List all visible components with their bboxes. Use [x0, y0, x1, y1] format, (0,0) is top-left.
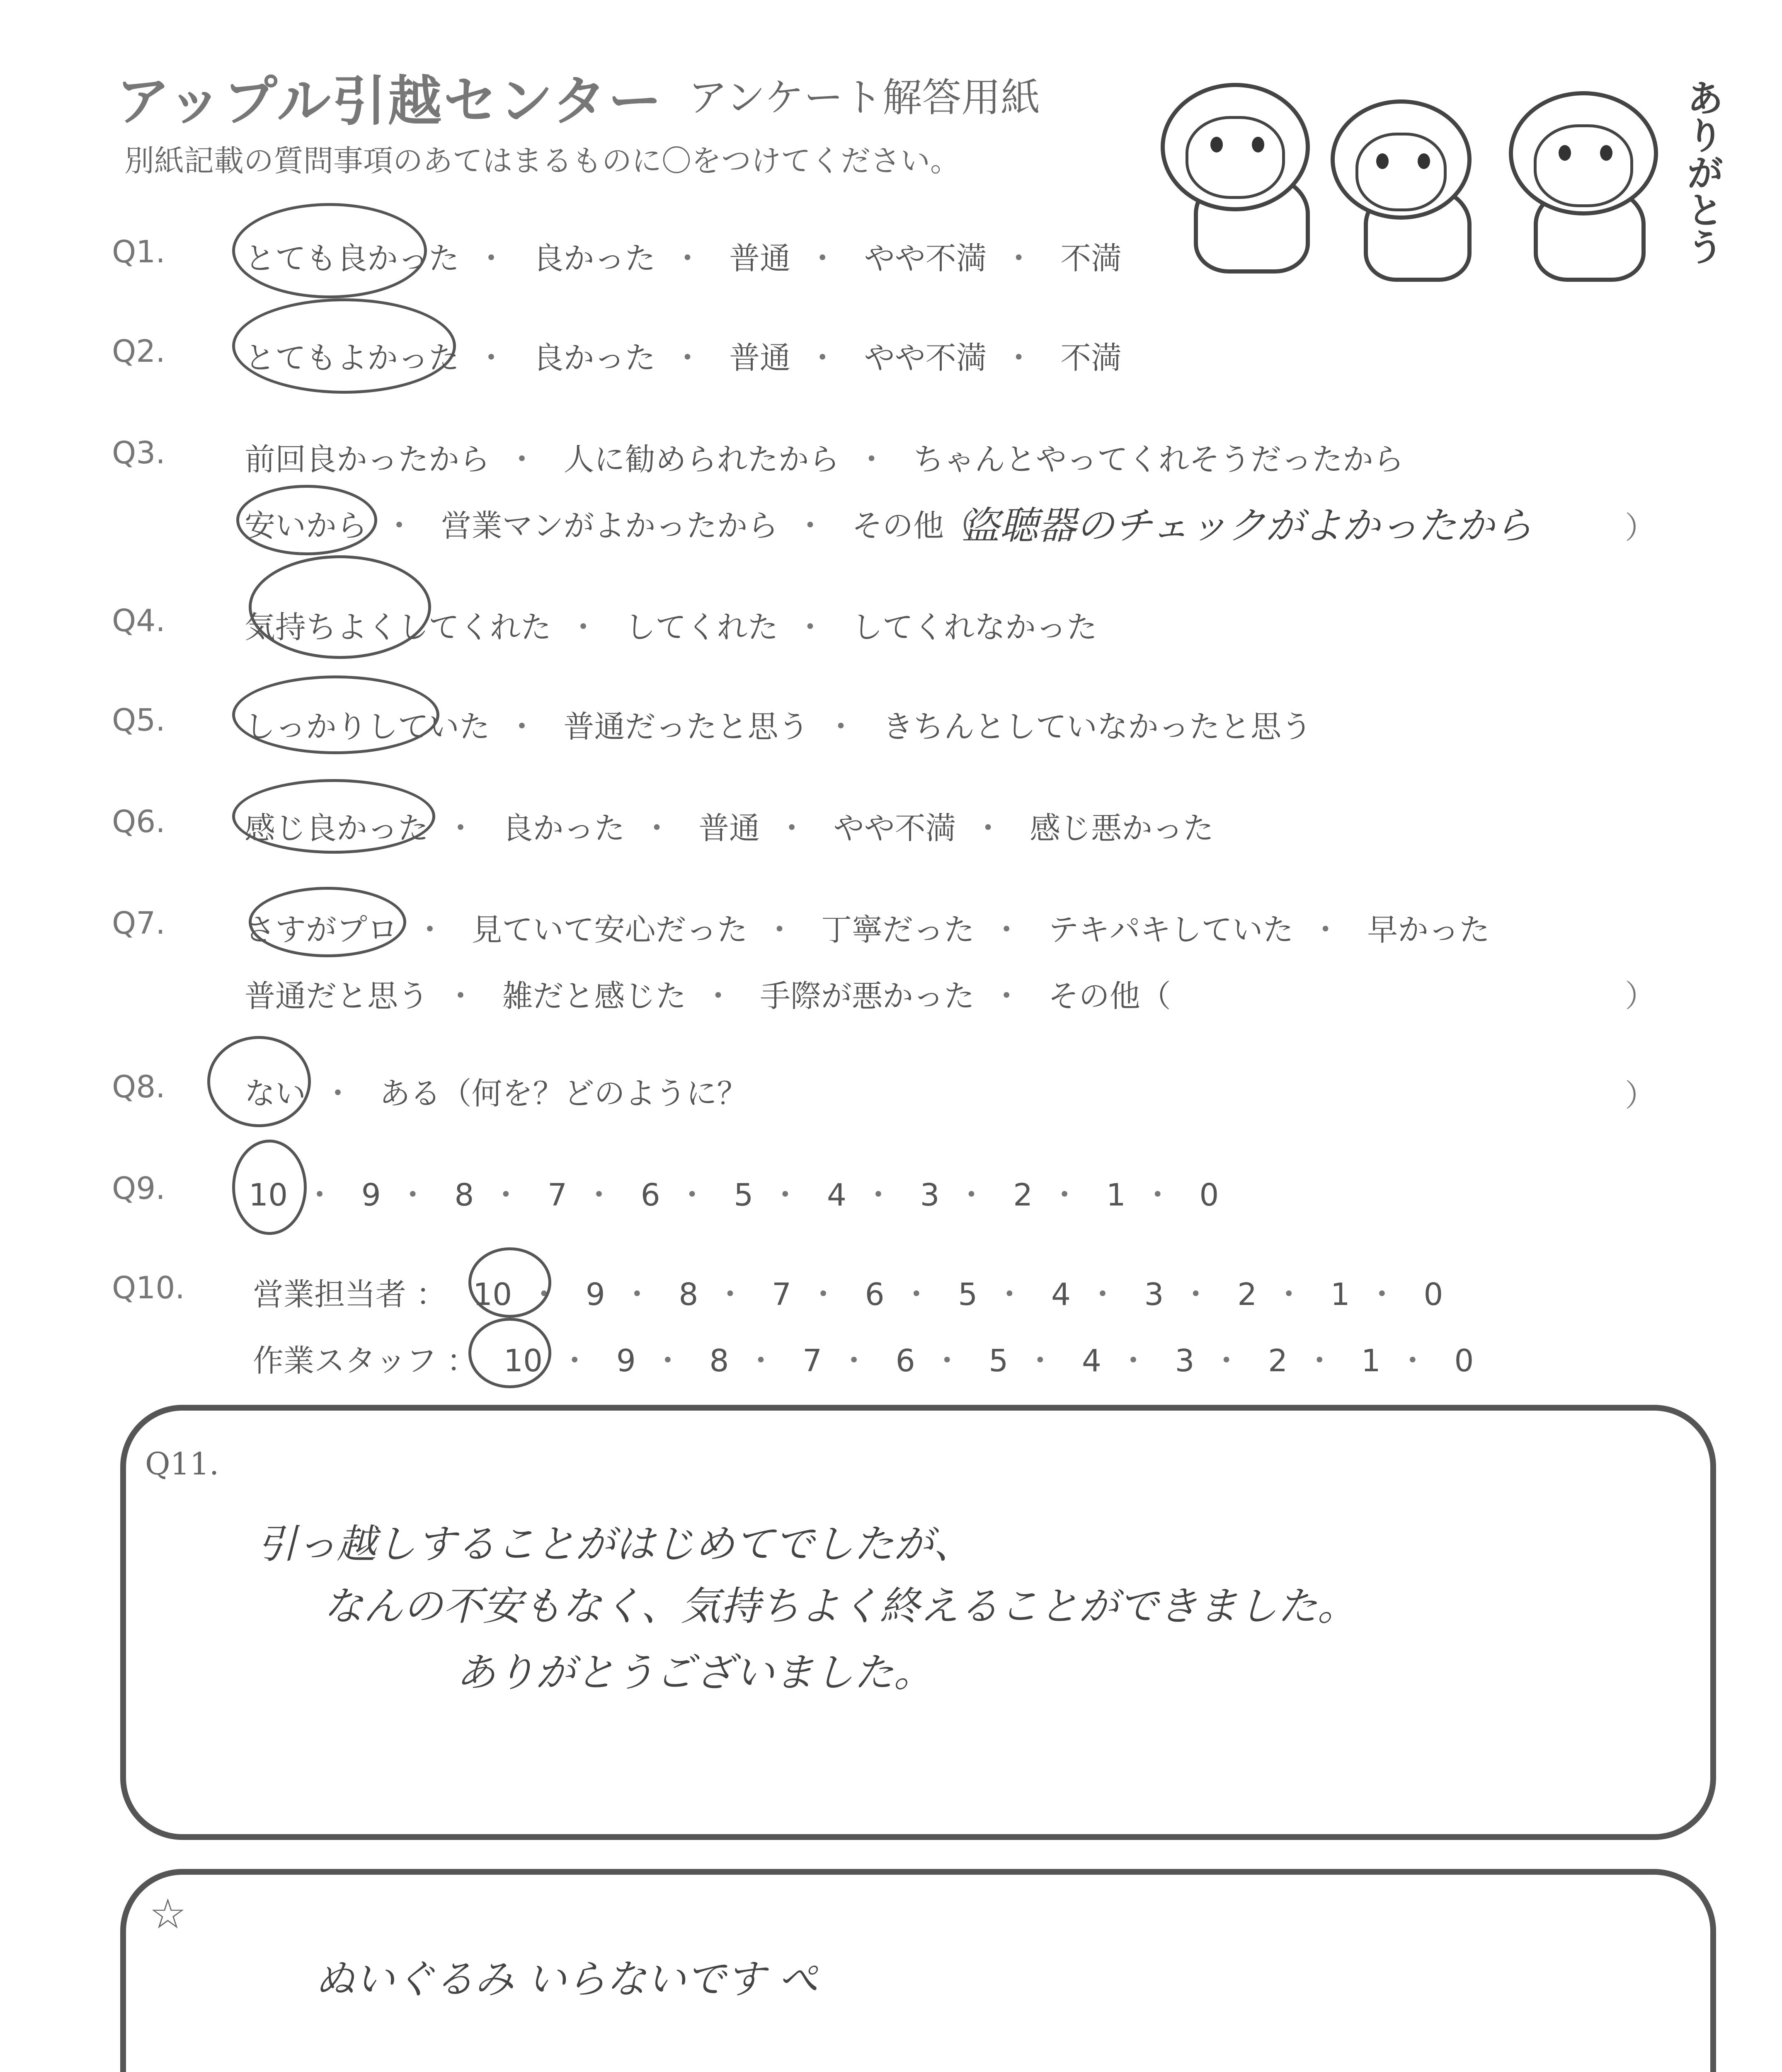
q5-option[interactable]: しっかりしていた [245, 709, 490, 745]
q6-option[interactable]: 感じ悪かった [1030, 811, 1214, 846]
q10-scale-value[interactable]: 0 [1423, 1277, 1443, 1312]
q3-option[interactable]: 営業マンがよかったから [441, 508, 778, 544]
q3-option[interactable]: 前回良かったから [245, 442, 490, 477]
q2-selection-circle [232, 298, 456, 394]
q4-option[interactable]: 気持ちよくしてくれた [245, 610, 551, 645]
q2-option[interactable]: やや不満 [864, 340, 987, 376]
q11-label: Q11. [145, 1446, 219, 1482]
page-subtitle: アンケート解答用紙 [688, 75, 1040, 121]
q7-options-line1: さすがプロ ・ 見ていて安心だった ・ 丁寧だった ・ テキパキしていた ・ 早かった [245, 912, 1490, 948]
q5-options: しっかりしていた ・ 普通だったと思う ・ きちんとしていなかったと思う [245, 709, 1312, 745]
star-handwritten-text: ぬいぐるみ いらないです ぺ [315, 1956, 818, 2002]
q9-scale-value[interactable]: 6 [640, 1177, 660, 1213]
q3-option[interactable]: ちゃんとやってくれそうだったから [913, 442, 1404, 477]
q2-option[interactable]: 普通 [729, 340, 791, 376]
q10-row-name: 営業担当者 [253, 1277, 406, 1312]
q10-scale-value[interactable]: 1 [1361, 1343, 1381, 1379]
q8-options: ない ・ ある（何を？どのように？ [245, 1076, 748, 1111]
q10-scale-value[interactable]: 5 [958, 1277, 978, 1312]
q1-option[interactable]: 不満 [1060, 241, 1122, 276]
q8-label: Q8. [112, 1069, 165, 1105]
q7-option[interactable]: テキパキしていた [1048, 912, 1294, 948]
q10-scale-value[interactable]: 2 [1268, 1343, 1288, 1379]
q6-label: Q6. [112, 804, 165, 840]
q9-scale-value[interactable]: 2 [1013, 1177, 1033, 1213]
q5-selection-circle [232, 675, 439, 754]
q10-scale-value[interactable]: 7 [772, 1277, 792, 1312]
q9-scale-value[interactable]: 9 [361, 1177, 381, 1213]
q11-handwritten-line: 引っ越しすることがはじめてでしたが、 [257, 1521, 973, 1567]
q3-option-other[interactable]: その他（ [852, 508, 975, 544]
q3-options-line1: 前回良かったから ・ 人に勧められたから ・ ちゃんとやってくれそうだったから [245, 442, 1404, 477]
q10-scale-value[interactable]: 1 [1330, 1277, 1350, 1312]
q8-option[interactable]: ある（何を？どのように？ [379, 1076, 748, 1111]
q10-scale-value[interactable]: 3 [1175, 1343, 1195, 1379]
q1-options: とても良かった ・ 良かった ・ 普通 ・ やや不満 ・ 不満 [245, 241, 1122, 276]
q10-scale-value[interactable]: 2 [1237, 1277, 1257, 1312]
q10-scale-value[interactable]: 0 [1454, 1343, 1474, 1379]
q7-option[interactable]: 普通だと思う [245, 978, 429, 1014]
q9-scale-value[interactable]: 10 [249, 1177, 288, 1213]
q7-option[interactable]: さすがプロ [245, 912, 398, 948]
q5-label: Q5. [112, 702, 165, 738]
q2-option[interactable]: 良かった [533, 340, 656, 376]
q10-row-sales: 営業担当者 ： 10 ・ 9 ・ 8 ・ 7 ・ 6 ・ 5 ・ 4 ・ 3 ・ 2 ・ 1 ・ 0 [253, 1277, 1443, 1312]
q3-option[interactable]: 安いから [245, 508, 367, 544]
q4-options: 気持ちよくしてくれた ・ してくれた ・ してくれなかった [245, 610, 1098, 645]
q8-option[interactable]: ない [245, 1076, 306, 1111]
q3-label: Q3. [112, 435, 165, 471]
q1-option[interactable]: とても良かった [245, 241, 459, 276]
q7-selection-circle [249, 887, 406, 957]
q11-handwritten-line: ありがとうございました。 [456, 1649, 933, 1696]
q3-option[interactable]: 人に勧められたから [563, 442, 840, 477]
q1-option[interactable]: 良かった [533, 241, 656, 276]
q1-selection-circle [232, 203, 427, 298]
q7-option[interactable]: 見ていて安心だった [471, 912, 748, 948]
q7-option[interactable]: 手際が悪かった [760, 978, 975, 1014]
q3-close-paren: ） [1625, 510, 1656, 546]
q10-scale-value[interactable]: 7 [803, 1343, 822, 1379]
q9-scale-value[interactable]: 5 [734, 1177, 754, 1213]
q10-scale-value[interactable]: 3 [1144, 1277, 1164, 1312]
q10-scale-value[interactable]: 4 [1081, 1343, 1101, 1379]
q8-selection-circle [207, 1036, 311, 1127]
q6-option[interactable]: やや不満 [833, 811, 956, 846]
q1-label: Q1. [112, 234, 165, 270]
q9-scale-value[interactable]: 4 [827, 1177, 846, 1213]
q4-option[interactable]: してくれた [625, 610, 778, 645]
q10-staff-selection-circle [468, 1318, 551, 1388]
instruction-text: 別紙記載の質問事項のあてはまるものに〇をつけてください。 [124, 143, 960, 178]
q10-scale-value[interactable]: 6 [895, 1343, 915, 1379]
q1-option[interactable]: やや不満 [864, 241, 987, 276]
q7-option[interactable]: 丁寧だった [821, 912, 975, 948]
q8-close-paren: ） [1625, 1078, 1656, 1113]
q3-options-line2: 安いから ・ 営業マンがよかったから ・ その他（ [245, 508, 975, 544]
q2-label: Q2. [112, 334, 165, 369]
q10-scale-value[interactable]: 8 [679, 1277, 698, 1312]
q2-options: とてもよかった ・ 良かった ・ 普通 ・ やや不満 ・ 不満 [245, 340, 1122, 376]
q9-scale: 10 ・ 9 ・ 8 ・ 7 ・ 6 ・ 5 ・ 4 ・ 3 ・ 2 ・ 1 ・ 0 [249, 1177, 1219, 1213]
q3-selection-circle [236, 485, 377, 555]
q7-option[interactable]: 雑だと感じた [502, 978, 686, 1014]
q6-option[interactable]: 感じ良かった [245, 811, 429, 846]
q6-option[interactable]: 普通 [698, 811, 760, 846]
q4-option[interactable]: してくれなかった [852, 610, 1098, 645]
q10-scale-value[interactable]: 10 [473, 1277, 512, 1312]
q9-scale-value[interactable]: 3 [920, 1177, 940, 1213]
q9-scale-value[interactable]: 1 [1106, 1177, 1126, 1213]
q7-option-other[interactable]: その他（ [1048, 978, 1171, 1014]
q6-options: 感じ良かった ・ 良かった ・ 普通 ・ やや不満 ・ 感じ悪かった [245, 811, 1214, 846]
q4-label: Q4. [112, 603, 165, 639]
arigatou-text: ありがとう [1680, 79, 1724, 265]
q5-option[interactable]: きちんとしていなかったと思う [883, 709, 1312, 745]
q10-scale-value[interactable]: 4 [1051, 1277, 1071, 1312]
q9-scale-value[interactable]: 8 [454, 1177, 474, 1213]
q10-sales-selection-circle [468, 1247, 551, 1318]
q10-scale-value[interactable]: 9 [616, 1343, 636, 1379]
q10-row-name: 作業スタッフ [253, 1343, 437, 1379]
q10-scale-value[interactable]: 6 [865, 1277, 885, 1312]
star-icon: ☆ [149, 1890, 187, 1938]
q7-label: Q7. [112, 905, 165, 941]
q9-scale-value[interactable]: 7 [547, 1177, 567, 1213]
q7-option[interactable]: 早かった [1367, 912, 1490, 948]
q11-handwritten-line: なんの不安もなく、気持ちよく終えることができました。 [323, 1583, 1358, 1629]
page-title: アップル引越センター [116, 70, 664, 133]
q9-scale-value[interactable]: 0 [1199, 1177, 1219, 1213]
q7-options-line2: 普通だと思う ・ 雑だと感じた ・ 手際が悪かった ・ その他（ [245, 978, 1171, 1014]
q1-option[interactable]: 普通 [729, 241, 791, 276]
q4-selection-circle [249, 555, 431, 659]
q9-label: Q9. [112, 1171, 165, 1206]
q10-scale-value[interactable]: 9 [585, 1277, 605, 1312]
q10-row-staff: 作業スタッフ ： 10 ・ 9 ・ 8 ・ 7 ・ 6 ・ 5 ・ 4 ・ 3 ・ 2 ・ 1 ・ 0 [253, 1343, 1474, 1379]
q10-label: Q10. [112, 1270, 185, 1306]
q9-selection-circle [232, 1140, 307, 1235]
q2-option[interactable]: 不満 [1060, 340, 1122, 376]
q6-option[interactable]: 良かった [502, 811, 625, 846]
q3-other-handwritten: 盗聴器のチェックがよかったから [962, 503, 1533, 548]
q5-option[interactable]: 普通だったと思う [563, 709, 809, 745]
q10-scale-value[interactable]: 10 [504, 1343, 543, 1379]
q7-close-paren: ） [1625, 978, 1656, 1014]
q6-selection-circle [232, 779, 435, 854]
q10-scale-value[interactable]: 8 [709, 1343, 729, 1379]
q2-option[interactable]: とてもよかった [245, 340, 459, 376]
q10-scale-value[interactable]: 5 [989, 1343, 1009, 1379]
